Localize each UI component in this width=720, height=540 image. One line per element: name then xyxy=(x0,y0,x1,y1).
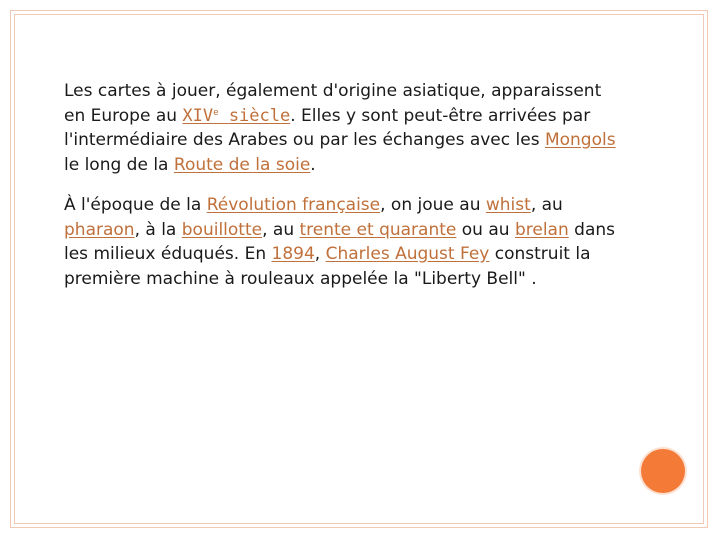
link-brelan[interactable]: brelan xyxy=(514,219,569,240)
text-segment: le long de la xyxy=(64,154,174,175)
text-segment: , au xyxy=(262,219,300,240)
text-segment: À l'époque de la xyxy=(64,195,207,215)
text-segment: , au xyxy=(530,195,563,215)
text-segment: dans les milieux éduqués. En xyxy=(64,219,615,264)
link-xiv-century[interactable] xyxy=(182,106,290,126)
text-liberty-bell: "Liberty Bell" xyxy=(414,268,526,289)
text-segment: , on joue au xyxy=(380,195,486,215)
link-text[interactable]: XIV xyxy=(182,105,214,126)
link-charles-august-fey[interactable]: Charles August Fey xyxy=(325,244,490,264)
link-route-de-la-soie[interactable]: Route de la soie xyxy=(173,154,311,175)
text-segment: , xyxy=(314,244,326,264)
text-segment: . xyxy=(525,268,537,289)
link-text[interactable]: siècle xyxy=(228,105,291,126)
text-segment: . xyxy=(310,154,316,175)
link-whist[interactable]: whist xyxy=(485,195,531,215)
link-1894[interactable]: 1894 xyxy=(271,244,315,264)
link-mongols[interactable]: Mongols xyxy=(544,130,616,150)
slide-body xyxy=(64,79,624,291)
link-trente-et-quarante[interactable]: trente et quarante xyxy=(299,219,457,240)
text-segment: Les cartes à jouer, également d'origine asiatique, apparaissent en Europe au xyxy=(64,81,602,126)
paragraph-revolution-games xyxy=(64,193,624,291)
text-segment: . Elles y sont peut-être arrivées par l'intermédiaire des Arabes ou par les échanges avec les xyxy=(64,105,591,150)
link-revolution-francaise[interactable]: Révolution française xyxy=(206,195,381,215)
decorative-orange-circle xyxy=(641,449,685,493)
paragraph-playing-cards-origin xyxy=(64,79,624,177)
link-bouillotte[interactable]: bouillotte xyxy=(181,219,263,240)
text-segment: construit la première machine à rouleaux appelée la xyxy=(64,244,591,289)
superscript-e[interactable]: e xyxy=(213,107,219,118)
text-segment: ou au xyxy=(456,219,515,240)
text-segment: , à la xyxy=(134,219,182,240)
link-pharaon[interactable]: pharaon xyxy=(64,219,135,240)
